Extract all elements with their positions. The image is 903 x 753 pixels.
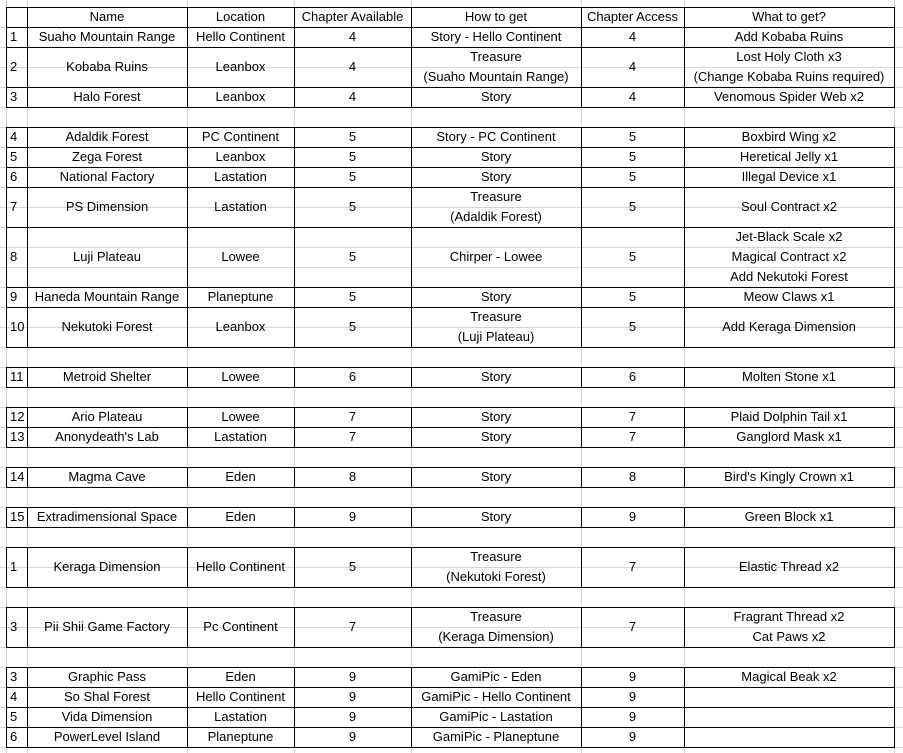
row-number-cell: 15 [10,509,25,524]
how-to-get-cell [411,87,581,107]
table-border [894,667,895,748]
table-border [6,387,895,388]
what-to-get-cell [684,47,894,87]
cell-line: GamiPic - Eden [450,669,542,684]
chapter-access-cell: 5 [628,289,637,304]
table-border [294,667,295,748]
name-cell: Suaho Mountain Range [38,29,176,44]
chapter-available-cell: 9 [348,709,357,724]
cell-line: Story - PC Continent [436,129,556,144]
chapter-available-cell: 5 [348,249,357,264]
table-border [6,447,895,448]
name-cell: Adaldik Forest [65,129,149,144]
chapter-available-cell: 5 [348,319,357,334]
table-border [187,367,188,388]
table-border [6,107,895,108]
table-border [411,27,412,108]
row-number-cell: 1 [10,29,18,44]
cell-line: Add Keraga Dimension [722,319,856,334]
table-border [894,127,895,348]
row-number-cell: 5 [10,709,18,724]
row-number-cell: 1 [10,559,18,574]
cell-line: Story [480,469,512,484]
cell-line: Story [480,429,512,444]
header-cell: Location [215,9,266,24]
table-border [411,507,412,528]
cell-line: Treasure [470,49,522,64]
name-cell: Zega Forest [71,149,143,164]
how-to-get-cell [411,27,581,47]
table-border [894,607,895,648]
table-border [294,367,295,388]
chapter-access-cell: 7 [628,559,637,574]
name-cell: Halo Forest [73,89,141,104]
chapter-access-cell: 4 [628,59,637,74]
table-border [187,667,188,748]
location-cell: Lowee [221,409,260,424]
how-to-get-cell [411,307,581,347]
cell-line: Treasure [470,309,522,324]
row-number-cell: 13 [10,429,25,444]
table-border [187,407,188,448]
cell-line: Elastic Thread x2 [738,559,840,574]
location-cell: Planeptune [207,729,274,744]
location-cell: Leanbox [215,59,266,74]
row-number-cell: 10 [10,319,25,334]
what-to-get-cell [684,367,894,387]
cell-line: Venomous Spider Web x2 [713,89,865,104]
table-border [294,607,295,648]
how-to-get-cell [411,547,581,587]
cell-line: (Adaldik Forest) [450,209,542,224]
what-to-get-cell [684,167,894,187]
table-border [27,127,28,348]
chapter-available-cell: 5 [348,559,357,574]
chapter-available-cell: 9 [348,729,357,744]
table-border [6,7,7,27]
name-cell: Nekutoki Forest [61,319,153,334]
what-to-get-cell [684,227,894,287]
cell-line: Lost Holy Cloth x3 [736,49,842,64]
what-to-get-cell [684,707,894,727]
table-border [581,127,582,348]
what-to-get-cell [684,467,894,487]
cell-line: Bird's Kingly Crown x1 [724,469,854,484]
cell-line: Magical Contract x2 [731,249,847,264]
what-to-get-cell [684,427,894,447]
cell-line: Story [480,169,512,184]
chapter-available-cell: 5 [348,129,357,144]
how-to-get-cell [411,147,581,167]
table-border [187,127,188,348]
chapter-available-cell: 9 [348,689,357,704]
cell-line: Boxbird Wing x2 [741,129,837,144]
table-border [684,407,685,448]
chapter-access-cell: 7 [628,429,637,444]
name-cell: PowerLevel Island [53,729,161,744]
how-to-get-cell [411,427,581,447]
what-to-get-cell [684,727,894,747]
header-cell [6,7,27,27]
table-border [294,507,295,528]
how-to-get-cell [411,227,581,287]
location-cell: Eden [225,469,256,484]
cell-line: Jet-Black Scale x2 [735,229,843,244]
table-border [6,127,7,348]
chapter-access-cell: 7 [628,619,637,634]
table-border [187,607,188,648]
what-to-get-cell [684,607,894,647]
row-number-cell: 3 [10,89,18,104]
location-cell: Lastation [214,169,267,184]
cell-line: Story [480,369,512,384]
what-to-get-cell [684,667,894,687]
chapter-access-cell: 7 [628,409,637,424]
table-border [6,367,7,388]
name-cell: Anonydeath's Lab [55,429,159,444]
table-border [27,27,28,108]
name-cell: Magma Cave [68,469,146,484]
cell-line: Story - Hello Continent [430,29,562,44]
chapter-available-cell: 5 [348,289,357,304]
name-cell: Graphic Pass [67,669,147,684]
cell-line: (Keraga Dimension) [438,629,554,644]
header-cell: Name [89,9,125,24]
what-to-get-cell [684,507,894,527]
location-cell: Pc Continent [203,619,278,634]
table-border [6,27,7,108]
location-cell: Lowee [221,369,260,384]
row-number-cell: 14 [10,469,25,484]
name-cell: So Shal Forest [64,689,150,704]
location-cell: Eden [225,669,256,684]
row-number-cell: 2 [10,59,18,74]
name-cell: Vida Dimension [61,709,153,724]
chapter-access-cell: 4 [628,29,637,44]
cell-line: Ganglord Mask x1 [736,429,842,444]
location-cell: Leanbox [215,319,266,334]
table-border [294,27,295,108]
table-border [294,407,295,448]
cell-line: Plaid Dolphin Tail x1 [730,409,848,424]
table-border [411,127,412,348]
table-border [6,467,7,488]
table-border [6,507,7,528]
table-border [411,7,412,27]
table-border [294,127,295,348]
location-cell: Lastation [214,199,267,214]
what-to-get-cell [684,287,894,307]
table-border [27,667,28,748]
table-border [6,487,895,488]
name-cell: Pii Shii Game Factory [44,619,170,634]
table-border [6,407,7,448]
what-to-get-cell [684,147,894,167]
how-to-get-cell [411,187,581,227]
location-cell: Eden [225,509,256,524]
chapter-access-cell: 5 [628,149,637,164]
table-border [411,667,412,748]
how-to-get-cell [411,367,581,387]
table-border [6,7,895,8]
table-border [6,607,7,648]
row-number-cell: 6 [10,729,18,744]
cell-line: Treasure [470,549,522,564]
table-border [684,667,685,748]
cell-line: Fragrant Thread x2 [733,609,845,624]
chapter-access-cell: 5 [628,169,637,184]
header-cell: Chapter Available [301,9,404,24]
what-to-get-cell [684,547,894,587]
location-cell: Leanbox [215,89,266,104]
table-border [187,507,188,528]
cell-line: Story [480,289,512,304]
table-border [894,7,895,27]
row-number-cell: 6 [10,169,18,184]
cell-line: GamiPic - Hello Continent [421,689,571,704]
cell-line: Add Nekutoki Forest [730,269,848,284]
table-border [684,607,685,648]
cell-line: Treasure [470,609,522,624]
chapter-available-cell: 7 [348,429,357,444]
how-to-get-cell [411,127,581,147]
name-cell: Haneda Mountain Range [34,289,180,304]
location-cell: PC Continent [201,129,280,144]
table-border [684,467,685,488]
table-border [684,547,685,588]
how-to-get-cell [411,727,581,747]
location-cell: Lastation [214,429,267,444]
table-border [581,607,582,648]
cell-line: Illegal Device x1 [741,169,837,184]
chapter-available-cell: 5 [348,199,357,214]
location-cell: Planeptune [207,289,274,304]
what-to-get-cell [684,187,894,227]
cell-line: (Suaho Mountain Range) [423,69,569,84]
table-border [411,367,412,388]
header-cell: How to get [464,9,528,24]
table-border [684,507,685,528]
row-number-cell: 11 [10,369,24,384]
what-to-get-cell [684,407,894,427]
table-border [27,507,28,528]
table-border [411,607,412,648]
chapter-available-cell: 7 [348,409,357,424]
cell-line: Add Kobaba Ruins [734,29,844,44]
name-cell: National Factory [59,169,155,184]
cell-line: (Luji Plateau) [457,329,535,344]
name-cell: Ario Plateau [71,409,143,424]
table-border [27,547,28,588]
cell-line: Green Block x1 [744,509,834,524]
table-border [894,507,895,528]
row-number-cell: 9 [10,289,18,304]
how-to-get-cell [411,507,581,527]
chapter-access-cell: 8 [628,469,637,484]
chapter-available-cell: 5 [348,149,357,164]
how-to-get-cell [411,167,581,187]
chapter-access-cell: 9 [628,709,637,724]
table-border [6,667,7,748]
table-border [294,467,295,488]
row-number-cell: 4 [10,129,18,144]
chapter-access-cell: 5 [628,319,637,334]
table-border [27,407,28,448]
table-border [581,467,582,488]
chapter-access-cell: 5 [628,199,637,214]
chapter-access-cell: 5 [628,129,637,144]
header-cell: Chapter Access [586,9,679,24]
table-border [894,407,895,448]
table-border [411,547,412,588]
table-border [411,407,412,448]
table-border [187,7,188,27]
table-border [581,507,582,528]
location-cell: Hello Continent [196,689,285,704]
chapter-access-cell: 6 [628,369,637,384]
table-border [6,547,7,588]
table-border [6,527,895,528]
chapter-access-cell: 9 [628,509,637,524]
table-border [581,367,582,388]
cell-line: Treasure [470,189,522,204]
row-number-cell: 4 [10,689,18,704]
table-border [187,27,188,108]
name-cell: Metroid Shelter [62,369,152,384]
table-border [894,27,895,108]
row-number-cell: 7 [10,199,18,214]
how-to-get-cell [411,687,581,707]
what-to-get-cell [684,27,894,47]
how-to-get-cell [411,47,581,87]
row-number-cell: 8 [10,249,18,264]
chapter-available-cell: 4 [348,29,357,44]
location-cell: Hello Continent [196,559,285,574]
chapter-available-cell: 9 [348,669,357,684]
row-number-cell: 12 [10,409,25,424]
chapter-available-cell: 9 [348,509,357,524]
name-cell: Keraga Dimension [53,559,161,574]
what-to-get-cell [684,307,894,347]
how-to-get-cell [411,707,581,727]
chapter-access-cell: 9 [628,689,637,704]
cell-line: (Nekutoki Forest) [446,569,546,584]
table-border [27,467,28,488]
table-border [581,27,582,108]
table-border [684,27,685,108]
name-cell: PS Dimension [65,199,149,214]
table-border [27,367,28,388]
chapter-available-cell: 4 [348,89,357,104]
location-cell: Lastation [214,709,267,724]
what-to-get-cell [684,87,894,107]
table-border [894,367,895,388]
cell-line: Story [480,409,512,424]
table-border [581,7,582,27]
location-cell: Lowee [221,249,260,264]
table-border [581,547,582,588]
table-border [187,467,188,488]
table-border [581,407,582,448]
chapter-available-cell: 6 [348,369,357,384]
table-border [6,647,895,648]
table-border [894,547,895,588]
cell-line: Heretical Jelly x1 [739,149,839,164]
table-border [894,467,895,488]
cell-line: GamiPic - Lastation [439,709,553,724]
cell-line: GamiPic - Planeptune [432,729,560,744]
chapter-available-cell: 8 [348,469,357,484]
how-to-get-cell [411,467,581,487]
cell-line: (Change Kobaba Ruins required) [693,69,885,84]
table-border [6,587,895,588]
table-border [581,667,582,748]
name-cell: Extradimensional Space [36,509,178,524]
table-border [187,547,188,588]
row-number-cell: 3 [10,619,18,634]
how-to-get-cell [411,407,581,427]
how-to-get-cell [411,667,581,687]
cell-line: Story [480,89,512,104]
location-cell: Leanbox [215,149,266,164]
table-border [684,367,685,388]
cell-line: Molten Stone x1 [742,369,836,384]
header-cell: What to get? [752,9,826,24]
table-border [6,347,895,348]
what-to-get-cell [684,127,894,147]
row-number-cell: 3 [10,669,18,684]
table-border [294,547,295,588]
name-cell: Luji Plateau [73,249,141,264]
how-to-get-cell [411,287,581,307]
table-border [27,7,28,27]
row-number-cell: 5 [10,149,18,164]
cell-line: Story [480,149,512,164]
table-border [294,7,295,27]
cell-line: Chirper - Lowee [449,249,543,264]
location-cell: Hello Continent [196,29,285,44]
chapter-access-cell: 5 [628,249,637,264]
chapter-available-cell: 5 [348,169,357,184]
table-border [684,7,685,27]
cell-line: Soul Contract x2 [740,199,838,214]
cell-line: Story [480,509,512,524]
name-cell: Kobaba Ruins [66,59,148,74]
cell-line: Cat Paws x2 [752,629,826,644]
chapter-available-cell: 4 [348,59,357,74]
chapter-access-cell: 9 [628,669,637,684]
table-border [6,747,895,748]
how-to-get-cell [411,607,581,647]
table-border [411,467,412,488]
cell-line: Meow Claws x1 [743,289,835,304]
cell-line: Magical Beak x2 [741,669,837,684]
chapter-access-cell: 4 [628,89,637,104]
table-border [27,607,28,648]
table-border [684,127,685,348]
chapter-available-cell: 7 [348,619,357,634]
chapter-access-cell: 9 [628,729,637,744]
what-to-get-cell [684,687,894,707]
